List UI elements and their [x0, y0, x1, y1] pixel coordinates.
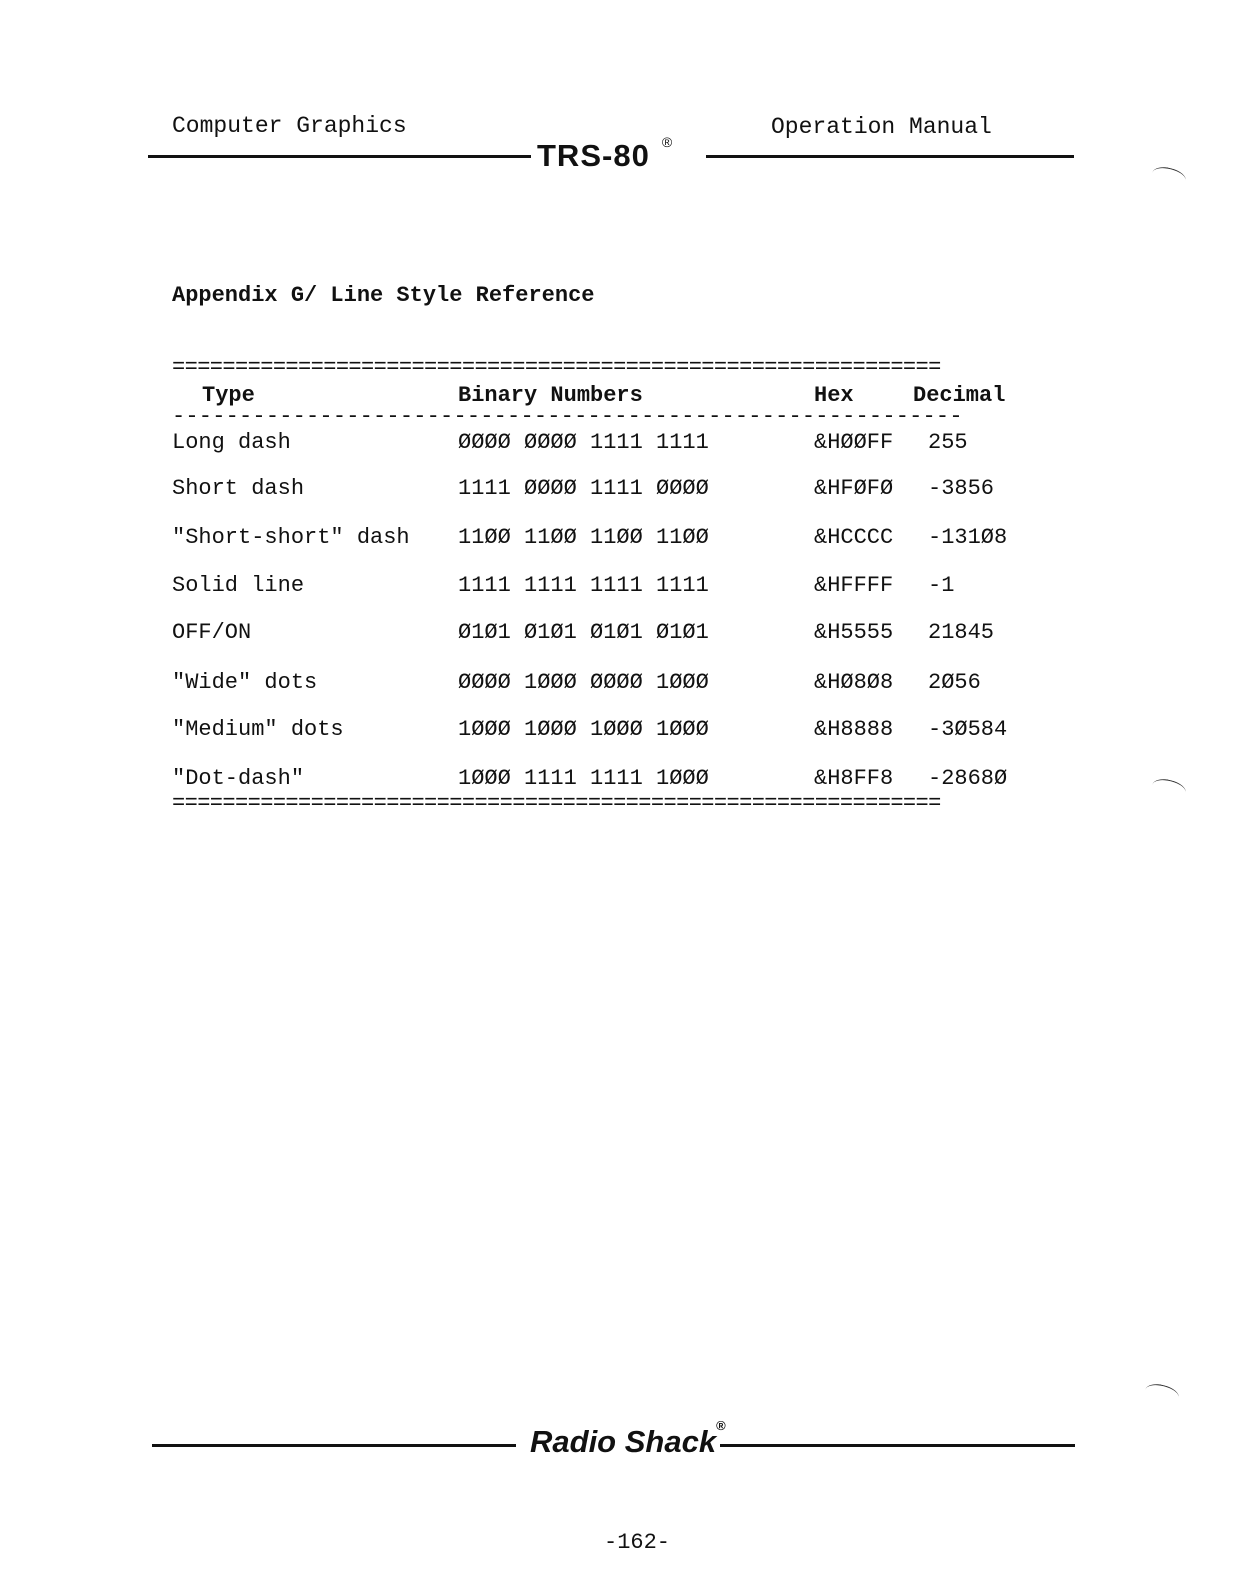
cell-type: Short dash: [172, 476, 305, 501]
footer-rule-left: [152, 1444, 516, 1447]
footer-rule-right: [720, 1444, 1075, 1447]
appendix-title: Appendix G/ Line Style Reference: [172, 283, 595, 308]
cell-binary: ØØØØ 1ØØØ ØØØØ 1ØØØ: [458, 670, 709, 695]
header-rule-left: [148, 155, 531, 158]
cell-type: Solid line: [172, 573, 305, 598]
cell-type: "Short-short" dash: [172, 525, 410, 550]
cell-type: "Wide" dots: [172, 670, 318, 695]
cell-decimal: -3856: [928, 476, 995, 501]
cell-binary: 1ØØØ 1ØØØ 1ØØØ 1ØØØ: [458, 717, 709, 742]
cell-type: "Medium" dots: [172, 717, 344, 742]
radio-shack-logo-text: Radio Shack: [530, 1424, 717, 1459]
cell-binary: 11ØØ 11ØØ 11ØØ 11ØØ: [458, 525, 709, 550]
page-number: -162-: [604, 1530, 671, 1555]
cell-type: Long dash: [172, 430, 291, 455]
registered-mark: ®: [661, 134, 674, 150]
cell-hex: &H8888: [814, 717, 894, 742]
radio-shack-logo: [530, 1418, 726, 1460]
cell-binary: 1111 1111 1111 1111: [458, 573, 709, 598]
cell-hex: &HFØFØ: [814, 476, 894, 501]
cell-decimal: 2Ø56: [928, 670, 981, 695]
running-header-left: Computer Graphics: [172, 113, 407, 139]
column-header-type: Type: [202, 383, 255, 408]
trs80-logo: [537, 134, 674, 174]
cell-hex: &HCCCC: [814, 525, 894, 550]
trs80-logo-text: TRS-80: [537, 138, 650, 173]
cell-binary: Ø1Ø1 Ø1Ø1 Ø1Ø1 Ø1Ø1: [458, 620, 709, 645]
column-header-hex: Hex: [814, 383, 854, 408]
binder-hole-mark: [1150, 164, 1187, 189]
cell-decimal: -2868Ø: [928, 766, 1008, 791]
cell-hex: &HØ8Ø8: [814, 670, 894, 695]
cell-type: "Dot-dash": [172, 766, 305, 791]
cell-binary: 1ØØØ 1111 1111 1ØØØ: [458, 766, 709, 791]
cell-type: OFF/ON: [172, 620, 252, 645]
table-top-rule: =============================================================: [172, 355, 941, 380]
cell-decimal: -3Ø584: [928, 717, 1008, 742]
binder-hole-mark: [1143, 1381, 1180, 1406]
column-header-decimal: Decimal: [913, 383, 1006, 408]
table-bottom-rule: =============================================================: [172, 791, 941, 816]
cell-binary: 1111 ØØØØ 1111 ØØØØ: [458, 476, 709, 501]
cell-decimal: 255: [928, 430, 968, 455]
cell-hex: &H8FF8: [814, 766, 894, 791]
cell-hex: &H5555: [814, 620, 894, 645]
header-rule-right: [706, 155, 1074, 158]
binder-hole-mark: [1150, 776, 1187, 801]
table-header-rule: -----------------------------------------------------------: [172, 404, 963, 429]
column-header-binary: Binary Numbers: [458, 383, 643, 408]
cell-decimal: 21845: [928, 620, 995, 645]
cell-binary: ØØØØ ØØØØ 1111 1111: [458, 430, 709, 455]
cell-hex: &HFFFF: [814, 573, 894, 598]
cell-decimal: -131Ø8: [928, 525, 1008, 550]
registered-mark-footer: ®: [716, 1418, 726, 1433]
cell-hex: &HØØFF: [814, 430, 894, 455]
cell-decimal: -1: [928, 573, 955, 598]
running-header-right: Operation Manual: [771, 114, 992, 140]
